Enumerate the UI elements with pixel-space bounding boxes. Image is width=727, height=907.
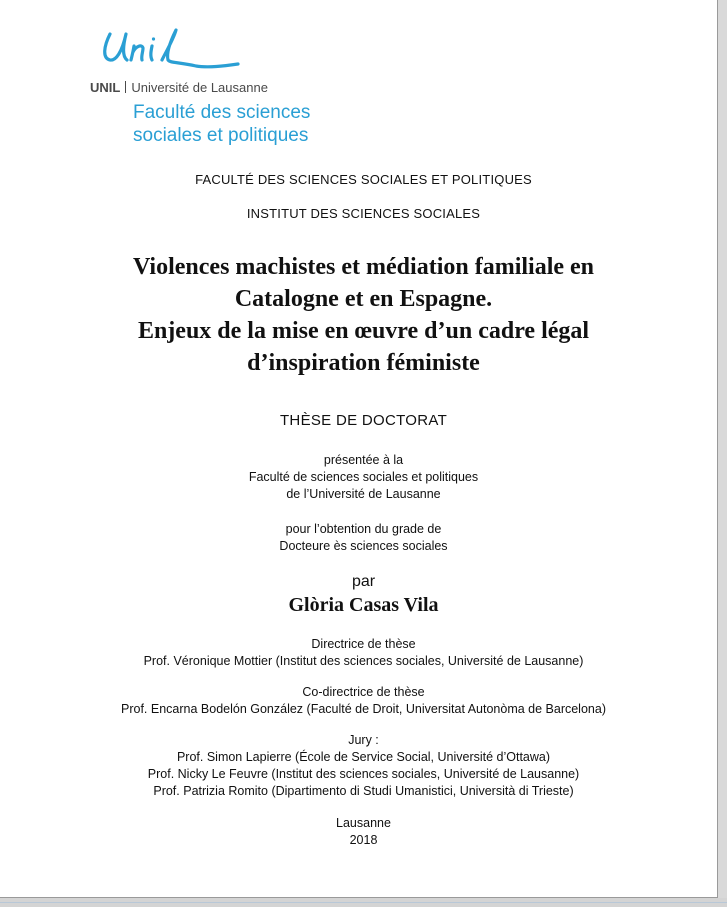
faculty-logo-line-2: sociales et politiques [133, 125, 309, 146]
degree-line-1: pour l’obtention du grade de [285, 522, 442, 536]
year: 2018 [349, 833, 378, 847]
jury-member-3: Prof. Patrizia Romito (Dipartimento di Studi Umanistici, Università di Trieste) [153, 784, 574, 798]
title-line-3: Enjeux de la mise en œuvre d’un cadre légal [137, 318, 590, 344]
presented-line-3: de l’Université de Lausanne [286, 487, 441, 501]
jury-member-2: Prof. Nicky Le Feuvre (Institut des sciences sociales, Université de Lausanne) [147, 767, 580, 781]
unil-wordmark-icon [96, 26, 246, 74]
degree-line-2: Docteure ès sciences sociales [279, 539, 448, 553]
codirector-label: Co-directrice de thèse [302, 685, 425, 699]
unil-logo [90, 26, 330, 156]
unil-university-line [90, 80, 268, 95]
presented-line-1: présentée à la [323, 453, 404, 467]
viewer-gutter-right [718, 0, 727, 907]
unil-abbr: UNIL [90, 80, 121, 95]
presented-line-2: Faculté de sciences sociales et politiques [248, 470, 479, 484]
university-name: Université de Lausanne [131, 80, 268, 95]
codirector-block [0, 684, 727, 718]
presented-block [0, 452, 727, 503]
director-name: Prof. Véronique Mottier (Institut des sciences sociales, Université de Lausanne) [143, 654, 584, 668]
jury-block [0, 732, 727, 800]
jury-member-1: Prof. Simon Lapierre (École de Service Social, Université d’Ottawa) [176, 750, 551, 764]
thesis-title [0, 251, 727, 379]
by-label: par [351, 573, 376, 590]
viewer-gutter-bottom [0, 898, 727, 907]
title-line-4: d’inspiration féministe [247, 350, 480, 376]
faculty-logo-line-1: Faculté des sciences [133, 102, 311, 123]
faculty-heading: FACULTÉ DES SCIENCES SOCIALES ET POLITIQUES [195, 172, 532, 187]
title-line-2: Catalogne et en Espagne. [234, 286, 493, 312]
logo-divider [125, 81, 126, 93]
author-name: Glòria Casas Vila [288, 594, 439, 616]
viewer-scroll-line [0, 902, 727, 903]
city: Lausanne [336, 816, 391, 830]
institute-heading: INSTITUT DES SCIENCES SOCIALES [246, 206, 481, 221]
director-label: Directrice de thèse [311, 637, 416, 651]
director-block [0, 636, 727, 670]
faculty-logo-text [133, 101, 310, 147]
thesis-type: THÈSE DE DOCTORAT [279, 412, 448, 429]
title-line-1: Violences machistes et médiation familiale en [132, 254, 595, 280]
degree-block [0, 521, 727, 555]
codirector-name: Prof. Encarna Bodelón González (Faculté de Droit, Universitat Autonòma de Barcelona) [121, 702, 606, 716]
jury-label: Jury : [348, 733, 379, 747]
place-date-block [0, 815, 727, 849]
